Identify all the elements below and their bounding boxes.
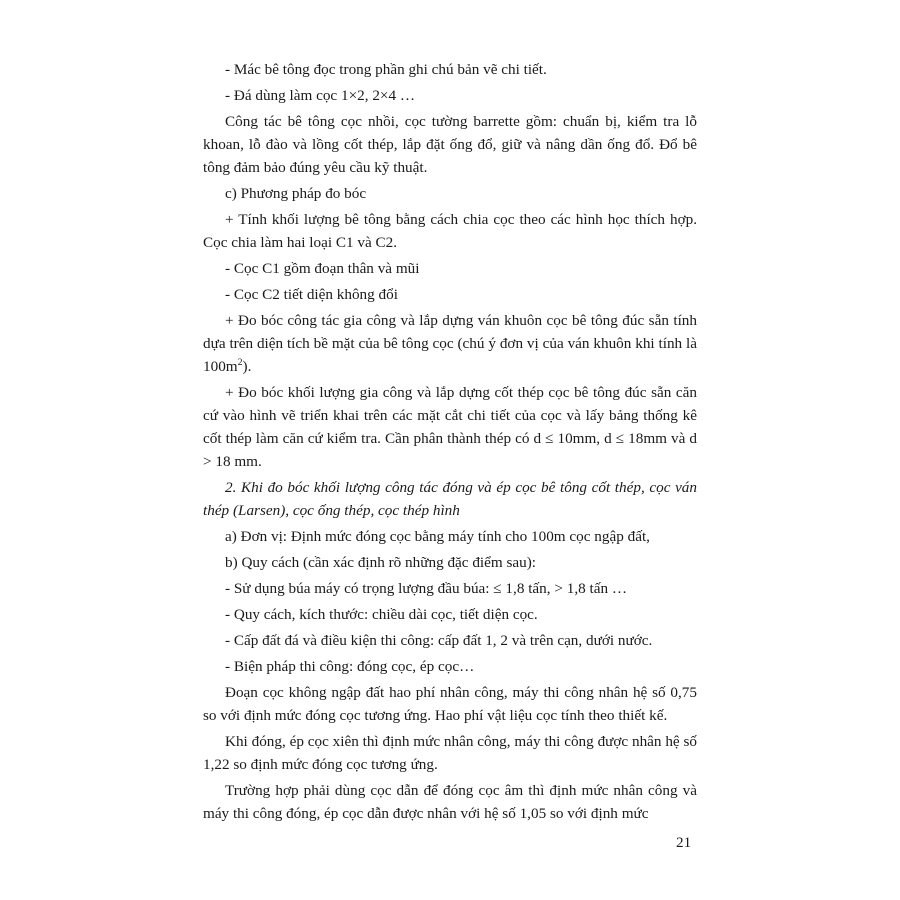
paragraph-formwork bbox=[203, 309, 697, 378]
paragraph-inclined-pile: Khi đóng, ép cọc xiên thì định mức nhân công, máy thi công được nhân hệ số 1,22 so định mức đóng cọc tương ứng. bbox=[203, 733, 697, 773]
paragraph-soil-grade: - Cấp đất đá và điều kiện thi công: cấp đất 1, 2 và trên cạn, dưới nước. bbox=[225, 632, 653, 649]
paragraph-reinforcement: + Đo bóc khối lượng gia công và lắp dựng cốt thép cọc bê tông đúc sẵn căn cứ vào hình vẽ triển khai trên các mặt cắt chi tiết của cọc và lấy bảng thống kê cốt thép làm căn cứ kiểm tra. Cần phân thành thép có d ≤ 10mm, d ≤ 18mm và d > 18 mm. bbox=[203, 384, 697, 470]
paragraph-specification: b) Quy cách (cần xác định rõ những đặc điểm sau): bbox=[225, 554, 537, 571]
paragraph-non-submerged: Đoạn cọc không ngập đất hao phí nhân công, máy thi công nhân hệ số 0,75 so với định mức đóng cọc tương ứng. Hao phí vật liệu cọc tính theo thiết kế. bbox=[203, 684, 697, 724]
paragraph-pile-c1: - Cọc C1 gồm đoạn thân và mũi bbox=[225, 260, 420, 277]
paragraph-dimensions: - Quy cách, kích thước: chiều dài cọc, tiết diện cọc. bbox=[225, 606, 538, 623]
paragraph-hammer: - Sử dụng búa máy có trọng lượng đầu búa: ≤ 1,8 tấn, > 1,8 tấn … bbox=[225, 580, 628, 597]
paragraph-method-heading: c) Phương pháp đo bóc bbox=[225, 185, 367, 202]
section-heading-pile-driving: 2. Khi đo bóc khối lượng công tác đóng và ép cọc bê tông cốt thép, cọc ván thép (Larsen), cọc ống thép, cọc thép hình bbox=[203, 479, 697, 519]
formwork-text-end: ). bbox=[242, 358, 252, 375]
paragraph-concrete-grade: - Mác bê tông đọc trong phần ghi chú bản vẽ chi tiết. bbox=[225, 61, 547, 78]
paragraph-concrete-volume: + Tính khối lượng bê tông bằng cách chia cọc theo các hình học thích hợp. Cọc chia làm hai loại C1 và C2. bbox=[203, 211, 697, 251]
paragraph-pile-c2: - Cọc C2 tiết diện không đổi bbox=[225, 286, 398, 303]
paragraph-stone-size: - Đá dùng làm cọc 1×2, 2×4 … bbox=[225, 87, 416, 104]
body-text bbox=[203, 58, 697, 828]
paragraph-unit: a) Đơn vị: Định mức đóng cọc bằng máy tính cho 100m cọc ngập đất, bbox=[225, 528, 650, 545]
page-number: 21 bbox=[676, 834, 692, 851]
superscript: 2 bbox=[237, 356, 243, 368]
paragraph-construction-method: - Biện pháp thi công: đóng cọc, ép cọc… bbox=[225, 658, 475, 675]
formwork-text: + Đo bóc công tác gia công và lắp dựng ván khuôn cọc bê tông đúc sẵn tính dựa trên diện tích bề mặt của bê tông cọc (chú ý đơn vị của ván khuôn khi tính là 100m bbox=[203, 312, 697, 375]
paragraph-guide-pile: Trường hợp phải dùng cọc dẫn để đóng cọc âm thì định mức nhân công và máy thi công đóng, ép cọc dẫn được nhân với hệ số 1,05 so với định mức bbox=[203, 782, 697, 822]
paragraph-bored-pile-work: Công tác bê tông cọc nhồi, cọc tường barrette gồm: chuẩn bị, kiểm tra lỗ khoan, lỗ đào và lồng cốt thép, lắp đặt ống đổ, giữ và nâng dần ống đổ. Đổ bê tông đảm bảo đúng yêu cầu kỹ thuật. bbox=[203, 113, 697, 176]
